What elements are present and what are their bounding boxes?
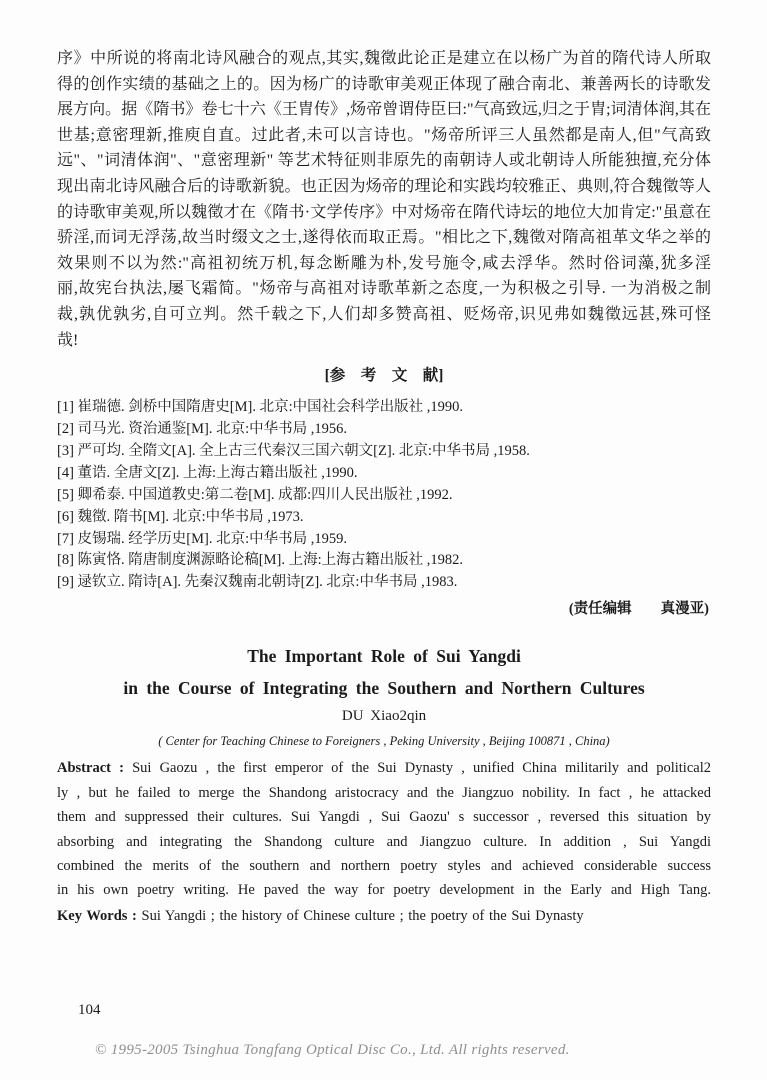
reference-item: [6] 魏徵. 隋书[M]. 北京:中华书局 ,1973. xyxy=(57,508,304,525)
reference-item: [1] 崔瑞德. 剑桥中国隋唐史[M]. 北京:中国社会科学出版社 ,1990. xyxy=(57,399,463,416)
keywords-label: Key Words : xyxy=(57,907,137,924)
body-text-line: 的诗歌审美观,所以魏徵才在《隋书·文学传序》中对炀帝在隋代诗坛的地位大加肯定:"虽意在 xyxy=(57,203,711,221)
page-number: 104 xyxy=(78,1002,101,1018)
abstract-section xyxy=(57,756,711,902)
abstract-first-line-text: Sui Gaozu , the first emperor of the Sui Dynasty , unified China militarily and political2 xyxy=(123,760,711,777)
abstract-text-line: in his own poetry writing. He paved the way for poetry development in the Early and High Tang. xyxy=(57,882,711,899)
abstract-first-line xyxy=(57,756,711,780)
abstract-label: Abstract : xyxy=(57,760,124,777)
abstract-text-line: absorbing and integrating the Shandong culture and Jiangzuo culture. In addition , Sui Yangdi xyxy=(57,833,711,850)
body-text-line: 丽,故宪台执法,屡飞霜简。"炀帝与高祖对诗歌革新之态度,一为积极之引导. 一为消极之制 xyxy=(57,280,711,298)
abstract-text-line: them and suppressed their cultures. Sui Yangdi , Sui Gaozu' s successor , reversed this situation by xyxy=(57,809,711,826)
body-text-line: 现出南北诗风融合后的诗歌新貌。也正因为炀帝的理论和实践均较雅正、典则,符合魏徵等人 xyxy=(57,177,711,195)
english-title-line2: in the Course of Integrating the Southern and Northern Cultures xyxy=(123,678,645,699)
body-text-line: 哉! xyxy=(57,331,79,349)
reference-item: [4] 董诰. 全唐文[Z]. 上海:上海古籍出版社 ,1990. xyxy=(57,464,358,481)
references-list xyxy=(57,397,711,594)
abstract-continuation xyxy=(57,781,711,903)
copyright-notice: © 1995-2005 Tsinghua Tongfang Optical Disc Co., Ltd. All rights reserved. xyxy=(95,1042,570,1058)
body-paragraph xyxy=(57,46,711,353)
reference-item: [2] 司马光. 资治通鉴[M]. 北京:中华书局 ,1956. xyxy=(57,421,347,438)
reference-item: [8] 陈寅恪. 隋唐制度渊源略论稿[M]. 上海:上海古籍出版社 ,1982. xyxy=(57,552,463,569)
reference-item: [3] 严可均. 全隋文[A]. 全上古三代秦汉三国六朝文[Z]. 北京:中华书局 ,1958. xyxy=(57,442,530,459)
body-text-line: 序》中所说的将南北诗风融合的观点,其实,魏徵此论正是建立在以杨广为首的隋代诗人所取 xyxy=(57,50,711,67)
body-text-line: 骄淫,而词无浮荡,故当时缀文之士,遂得依而取正焉。"相比之下,魏徵对隋高祖革文华之举的 xyxy=(57,229,711,247)
keywords-text: Sui Yangdi ; the history of Chinese culture ; the poetry of the Sui Dynasty xyxy=(136,907,584,924)
keywords-line xyxy=(57,904,711,928)
body-text-line: 效果则不以为然:"高祖初统万机,每念断雕为朴,发号施令,咸去浮华。然时俗词藻,犹多淫 xyxy=(57,254,711,272)
page-content xyxy=(57,46,711,928)
references-heading: [参 考 文 献] xyxy=(324,367,444,385)
reference-item: [7] 皮锡瑞. 经学历史[M]. 北京:中华书局 ,1959. xyxy=(57,530,347,547)
abstract-text-line: combined the merits of the southern and northern poetry styles and achieved considerable success xyxy=(57,857,711,874)
body-text-line: 得的创作实绩的基础之上的。因为杨广的诗歌审美观正体现了融合南北、兼善两长的诗歌发 xyxy=(57,75,711,93)
body-text-line: 展方向。据《隋书》卷七十六《王胄传》,炀帝曾谓侍臣曰:"气高致远,归之于胄;词清体润,其在 xyxy=(57,101,711,119)
reference-item: [5] 卿希泰. 中国道教史:第二卷[M]. 成都:四川人民出版社 ,1992. xyxy=(57,486,453,503)
author-affiliation: ( Center for Teaching Chinese to Foreigners , Peking University , Beijing 100871 , China) xyxy=(158,734,610,749)
english-title-line1: The Important Role of Sui Yangdi xyxy=(247,646,521,667)
author-name: DU Xiao2qin xyxy=(341,708,427,725)
body-text-line: 世基;意密理新,推庾自直。过此者,未可以言诗也。"炀帝所评三人虽然都是南人,但"气高致 xyxy=(57,126,711,144)
editor-note: (责任编辑 真漫亚) xyxy=(568,601,709,618)
reference-item: [9] 逯钦立. 隋诗[A]. 先秦汉魏南北朝诗[Z]. 北京:中华书局 ,1983. xyxy=(57,574,458,591)
abstract-text-line: ly , but he failed to merge the Shandong aristocracy and the Jiangzuo nobility. In fact , he attacked xyxy=(57,784,711,801)
body-text-line: 远"、"词清体润"、"意密理新" 等艺术特征则非原先的南朝诗人或北朝诗人所能独擅,充分体 xyxy=(57,152,711,170)
body-text-line: 裁,孰优孰劣,自可立判。然千载之下,人们却多赞高祖、贬炀帝,识见弗如魏徵远甚,殊可怪 xyxy=(57,305,711,323)
